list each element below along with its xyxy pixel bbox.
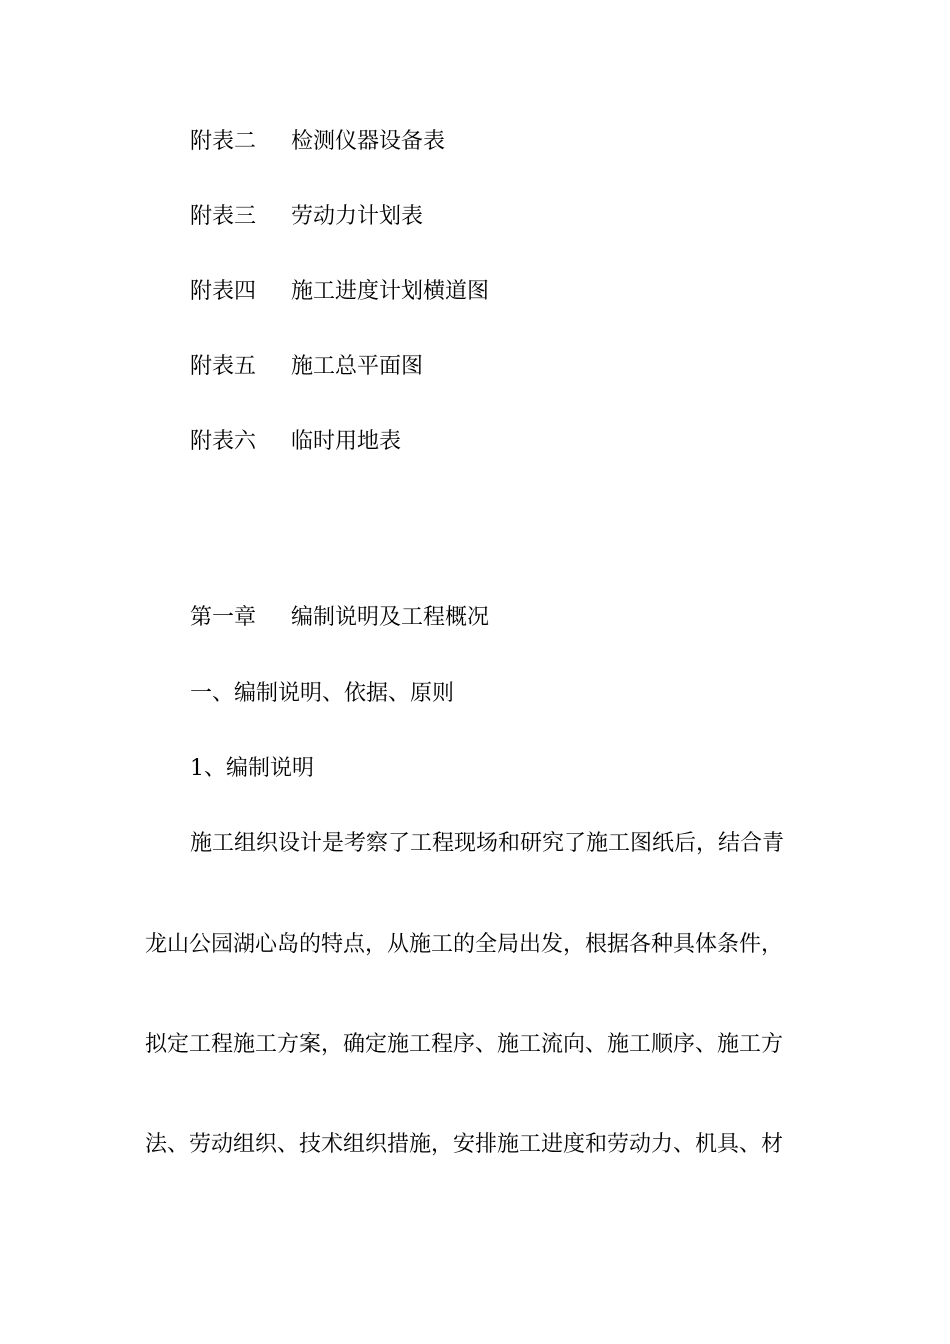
appendix-label: 附表五 [190,354,257,379]
appendix-label: 附表二 [190,129,257,154]
appendix-title: 检测仪器设备表 [291,129,446,154]
appendix-label: 附表四 [190,279,257,304]
appendix-item [190,354,423,380]
appendix-label: 附表三 [190,204,257,229]
section-heading: 一、编制说明、依据、原则 [190,681,455,706]
subsection-heading: 1、编制说明 [190,756,314,781]
appendix-title: 临时用地表 [291,429,402,454]
chapter-title: 编制说明及工程概况 [291,605,490,630]
appendix-title: 施工总平面图 [291,354,424,379]
appendix-title: 施工进度计划横道图 [291,279,490,304]
paragraph-line: 龙山公园湖心岛的特点，从施工的全局出发，根据各种具体条件， [145,932,784,957]
paragraph-line: 拟定工程施工方案，确定施工程序、施工流向、施工顺序、施工方 [145,1032,784,1057]
paragraph-line: 施工组织设计是考察了工程现场和研究了施工图纸后，结合青 [190,831,785,856]
paragraph-line: 法、劳动组织、技术组织措施，安排施工进度和劳动力、机具、材 [145,1132,784,1157]
chapter-label: 第一章 [190,605,257,630]
appendix-item [190,129,445,155]
chapter-heading [190,605,489,631]
appendix-title: 劳动力计划表 [291,204,424,229]
appendix-item [190,429,401,455]
appendix-label: 附表六 [190,429,257,454]
appendix-item [190,279,489,305]
appendix-item [190,204,423,230]
